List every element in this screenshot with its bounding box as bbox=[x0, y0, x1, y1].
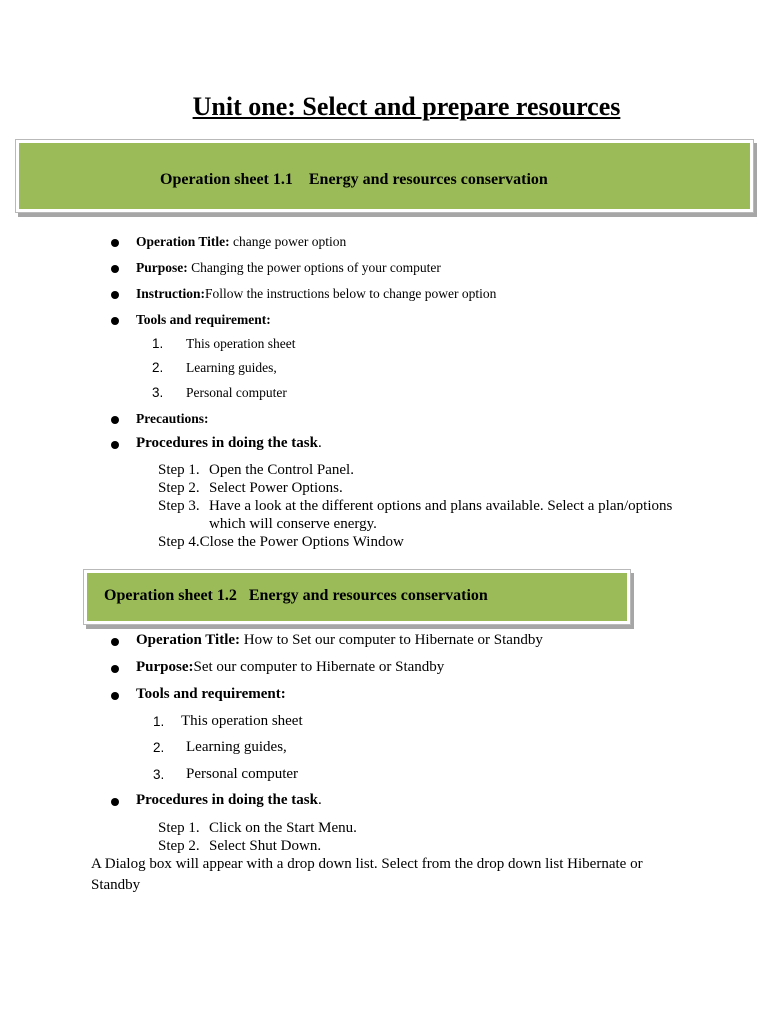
sheet1-step-text: Have a look at the different options and plans available. Select a plan/options bbox=[209, 498, 673, 514]
sheet2-purpose: Purpose:Set our computer to Hibernate or Standby bbox=[136, 659, 445, 675]
sheet1-step-4: Step 4.Close the Power Options Window bbox=[158, 534, 404, 550]
sheet2-procedures-heading: Procedures in doing the task. bbox=[136, 792, 322, 808]
page-title: Unit one: Select and prepare resources bbox=[192, 92, 621, 121]
sheet1-tool-item: Personal computer bbox=[186, 385, 287, 400]
operation-sheet-1-2-heading: Operation sheet 1.2 Energy and resources conservation bbox=[104, 587, 488, 604]
bullet-icon bbox=[111, 265, 119, 273]
sheet1-step-continuation: which will conserve energy. bbox=[209, 516, 377, 532]
sheet2-step-number: Step 1. bbox=[158, 820, 200, 836]
sheet1-precautions: Precautions: bbox=[136, 411, 209, 426]
sheet2-step-text: Select Shut Down. bbox=[209, 838, 322, 854]
bullet-icon bbox=[111, 638, 119, 646]
bullet-icon bbox=[111, 441, 119, 449]
bullet-icon bbox=[111, 291, 119, 299]
operation-sheet-1-2-banner bbox=[84, 570, 630, 624]
bullet-icon bbox=[111, 239, 119, 247]
bullet-icon bbox=[111, 798, 119, 806]
sheet2-step-text: Click on the Start Menu. bbox=[209, 820, 357, 836]
sheet1-operation-title: Operation Title: change power option bbox=[136, 234, 347, 249]
sheet1-step-text: Open the Control Panel. bbox=[209, 462, 354, 478]
sheet1-tool-item: This operation sheet bbox=[186, 336, 296, 351]
sheet2-operation-title: Operation Title: How to Set our computer to Hibernate or Standby bbox=[136, 632, 543, 648]
sheet1-purpose: Purpose: Changing the power options of your computer bbox=[136, 260, 441, 275]
sheet1-tool-item: Learning guides, bbox=[186, 360, 277, 375]
sheet2-tools-heading: Tools and requirement: bbox=[136, 686, 286, 702]
sheet2-tool-number: 1. bbox=[153, 714, 165, 729]
sheet1-step-number: Step 1. bbox=[158, 462, 200, 478]
bullet-icon bbox=[111, 317, 119, 325]
bullet-icon bbox=[111, 416, 119, 424]
bullet-icon bbox=[111, 665, 119, 673]
sheet2-note-line-2: Standby bbox=[91, 877, 141, 893]
sheet1-instruction: Instruction:Follow the instructions below to change power option bbox=[136, 286, 497, 301]
bullet-icon bbox=[111, 692, 119, 700]
sheet1-tool-number: 3. bbox=[152, 385, 164, 400]
sheet1-tool-number: 2. bbox=[152, 360, 164, 375]
sheet1-procedures-heading: Procedures in doing the task. bbox=[136, 435, 322, 451]
sheet1-tools-heading: Tools and requirement: bbox=[136, 312, 271, 327]
sheet2-tool-item: Learning guides, bbox=[186, 739, 287, 755]
sheet1-tool-number: 1. bbox=[152, 336, 164, 351]
sheet2-tool-item: This operation sheet bbox=[181, 713, 303, 729]
sheet2-tool-item: Personal computer bbox=[186, 766, 299, 782]
sheet2-note-line-1: A Dialog box will appear with a drop down list. Select from the drop down list Hibernate or bbox=[91, 856, 643, 872]
sheet1-step-number: Step 2. bbox=[158, 480, 200, 496]
sheet1-step-text: Select Power Options. bbox=[209, 480, 343, 496]
operation-sheet-1-1-banner bbox=[16, 140, 753, 212]
sheet2-tool-number: 2. bbox=[153, 740, 165, 755]
operation-sheet-1-1-heading: Operation sheet 1.1 Energy and resources conservation bbox=[160, 171, 548, 188]
sheet1-step-number: Step 3. bbox=[158, 498, 200, 514]
sheet2-step-number: Step 2. bbox=[158, 838, 200, 854]
sheet2-tool-number: 3. bbox=[153, 767, 165, 782]
